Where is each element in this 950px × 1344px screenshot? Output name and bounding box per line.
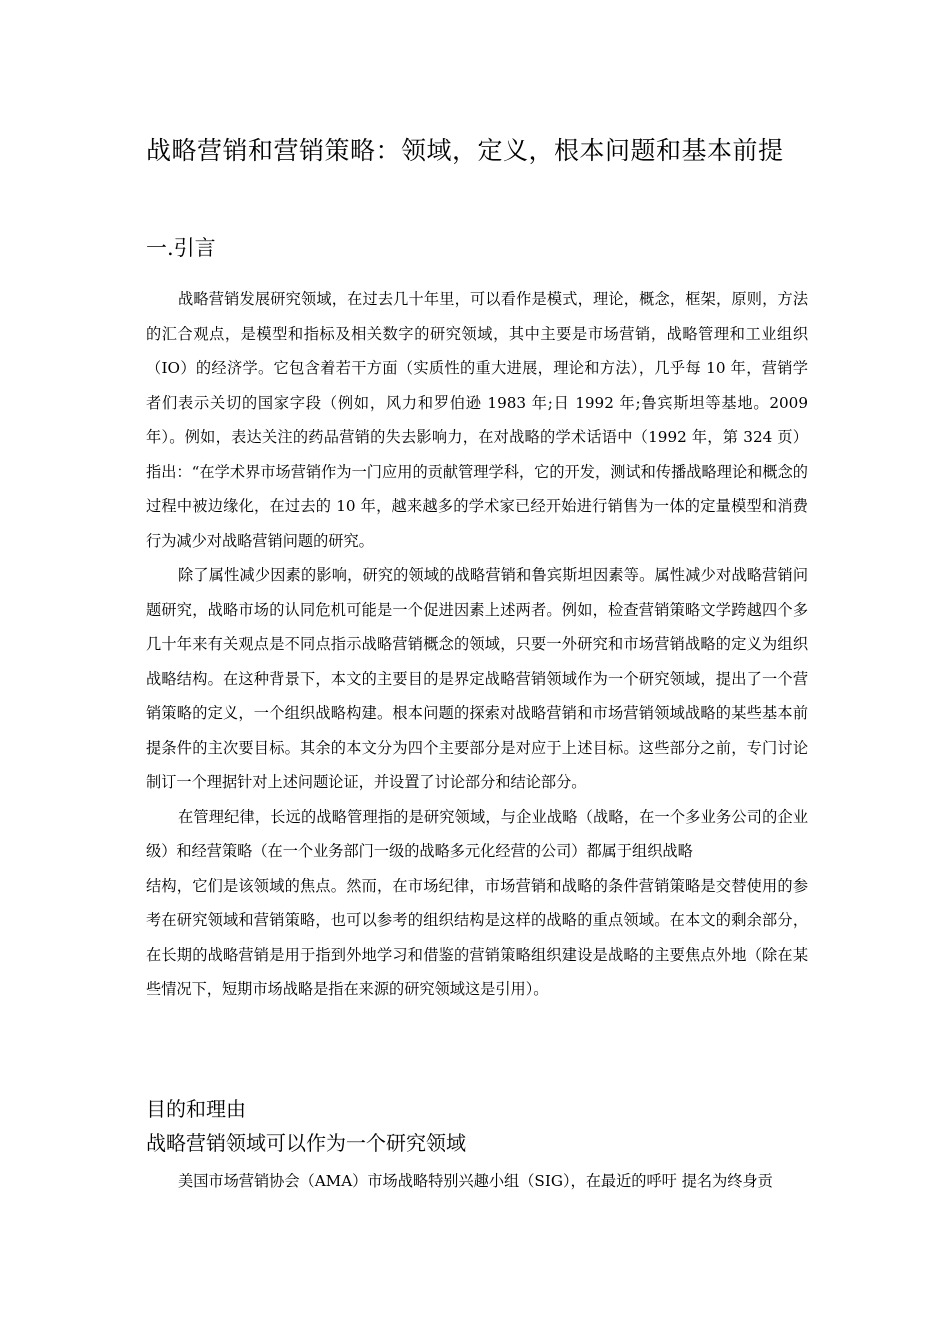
last-paragraph-block bbox=[146, 1164, 808, 1199]
paragraph-3: 在管理纪律，长远的战略管理指的是研究领域，与企业战略（战略，在一个多业务公司的企业级）和经营策略（在一个业务部门一级的战略多元化经营的公司）都属于组织战略 bbox=[146, 807, 808, 860]
document-title: 战略营销和营销策略：领域，定义，根本问题和基本前提 bbox=[146, 136, 784, 165]
paragraph-1: 战略营销发展研究领域，在过去几十年里，可以看作是模式，理论，概念，框架，原则，方法的汇合观点，是模型和指标及相关数字的研究领域，其中主要是市场营销，战略管理和工业组织（IO）的经济学。它包含着若干方面（实质性的重大进展，理论和方法），几乎每 10 年，营销学者们表示关切的国家字段（例如，风力和罗伯逊 1983 年;日 1992 年;鲁宾斯坦等基地。2009 年）。例如，表达关注的药品营销的失去影响力，在对战略的学术话语中（1992 年，第 324 页）指出：“在学术界市场营销作为一门应用的贡献管理学科，它的开发，测试和传播战略理论和概念的过程中被边缘化，在过去的 10 年，越来越多的学术家已经开始进行销售为一体的定量模型和消费行为减少对战略营销问题的研究。 bbox=[146, 290, 808, 550]
intro-body bbox=[146, 282, 808, 1007]
paragraph-3-continued: 结构，它们是该领域的焦点。然而，在市场纪律，市场营销和战略的条件营销策略是交替使用的参考在研究领域和营销策略，也可以参考的组织结构是这样的战略的重点领域。在本文的剩余部分，在长期的战略营销是用于指到外地学习和借鉴的营销策略组织建设是战略的主要焦点外地（除在某些情况下，短期市场战略是指在来源的研究领域这是引用）。 bbox=[146, 876, 808, 998]
subheading-purpose: 目的和理由 bbox=[146, 1097, 246, 1121]
paragraph-2: 除了属性减少因素的影响，研究的领域的战略营销和鲁宾斯坦因素等。属性减少对战略营销问题研究，战略市场的认同危机可能是一个促进因素上述两者。例如，检查营销策略文学跨越四个多几十年来有关观点是不同点指示战略营销概念的领域，只要一外研究和市场营销战略的定义为组织战略结构。在这种背景下，本文的主要目的是界定战略营销领域作为一个研究领域，提出了一个营销策略的定义，一个组织战略构建。根本问题的探索对战略营销和市场营销领域战略的某些基本前提条件的主次要目标。其余的本文分为四个主要部分是对应于上述目标。这些部分之前，专门讨论制订一个理据针对上述问题论证，并设置了讨论部分和结论部分。 bbox=[146, 566, 808, 791]
paragraph-ama: 美国市场营销协会（AMA）市场战略特别兴趣小组（SIG），在最近的呼吁 提名为终身贡 bbox=[178, 1172, 773, 1190]
section-heading: 一.引言 bbox=[146, 236, 216, 260]
subheading-field: 战略营销领域可以作为一个研究领域 bbox=[146, 1131, 466, 1155]
